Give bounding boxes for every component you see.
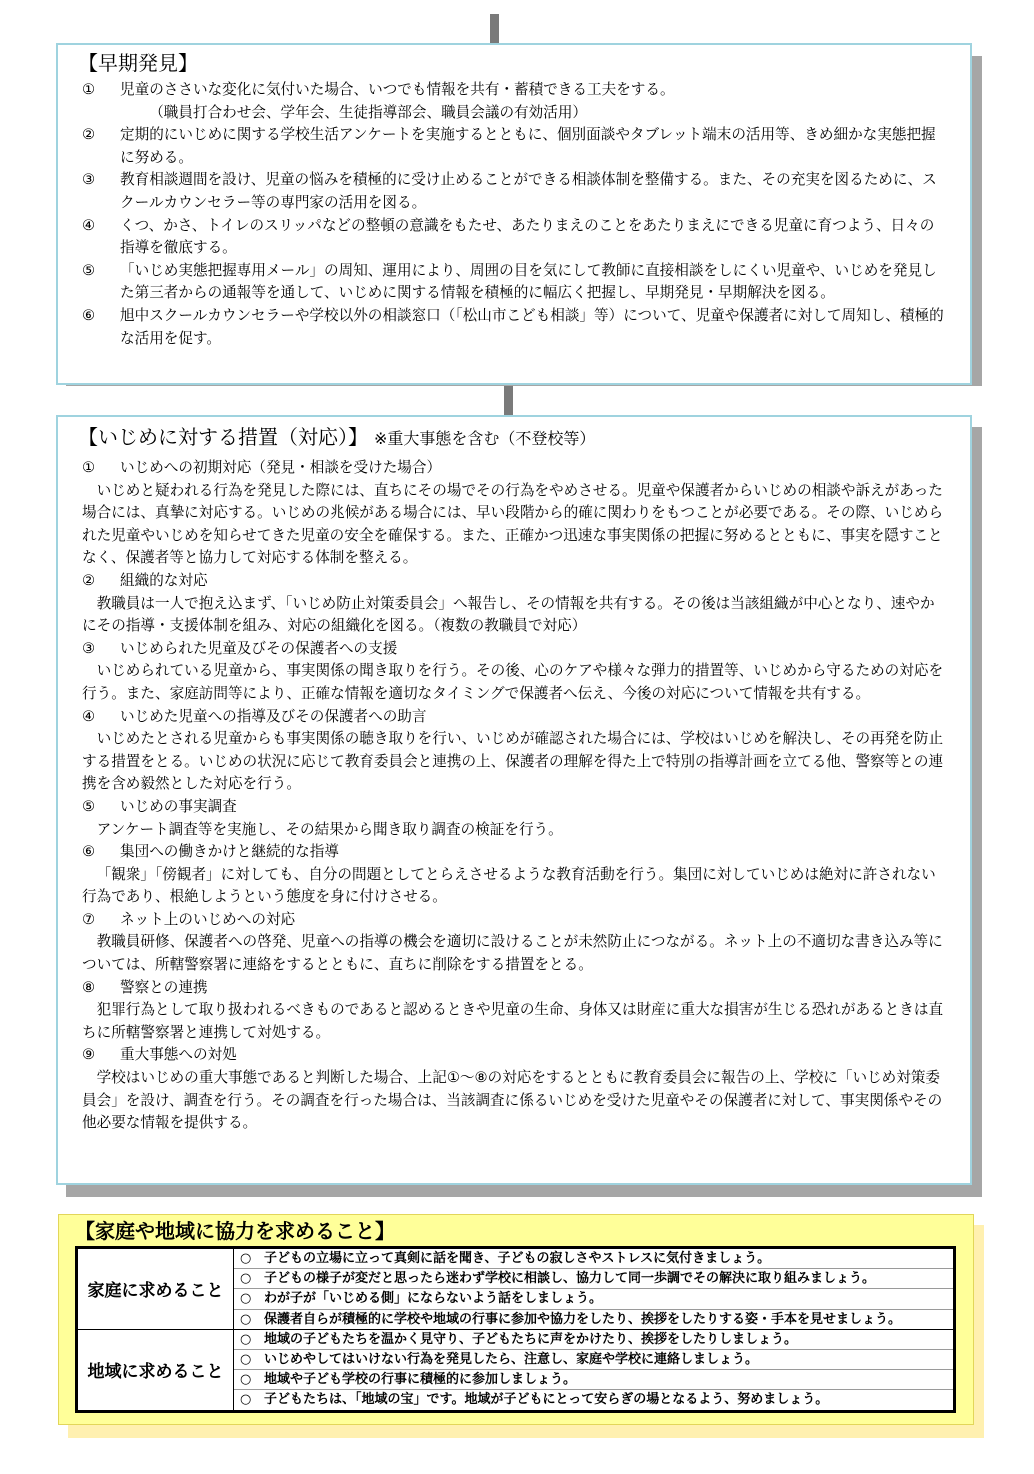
- early-item: [82, 169, 946, 214]
- cooperation-row: [77, 1329, 955, 1411]
- cooperation-line: [234, 1289, 953, 1309]
- item-text: [120, 169, 946, 214]
- item-number: ②: [82, 571, 96, 589]
- item-line: 児童のささいな変化に気付いた場合、いつでも情報を共有・蓄積できる工夫をする。: [120, 81, 675, 98]
- bullet-icon: ○: [240, 1251, 252, 1266]
- item-number: ⑤: [82, 797, 96, 815]
- cooperation-row-lines: [234, 1248, 955, 1330]
- measures-title-note: ※重大事態を含む（不登校等）: [374, 429, 596, 448]
- cooperation-row-lines: [234, 1329, 955, 1411]
- early-detection-card: [56, 43, 972, 385]
- measure-body: 「観衆」「傍観者」に対しても、自分の問題としてとらえさせるような教育活動を行う。集団に対していじめは絶対に許されない行為であり、根絶しようという態度を身に付けさせる。: [82, 865, 936, 906]
- item-number: ③: [82, 639, 96, 657]
- item-number: ⑦: [82, 910, 96, 928]
- cooperation-line: [234, 1269, 953, 1289]
- measure-body: いじめたとされる児童からも事実関係の聴き取りを行い、いじめが確認された場合には、学校はいじめを解決し、その再発を防止する措置をとる。いじめの状況に応じて教育委員会と連携の上、保護者の理解を得た上で特別の指導計画を立てる他、警察等との連携を含め毅然とした対応を行う。: [82, 730, 944, 793]
- item-text: [120, 79, 946, 124]
- item-line: （職員打合わせ会、学年会、生徒指導部会、職員会議の有効活用）: [149, 103, 588, 121]
- item-line: くつ、かさ、トイレのスリッパなどの整頓の意識をもたせ、あたりまえのことをあたりまえにできる児童に育つよう、日々の指導を徹底する。: [120, 216, 935, 257]
- item-number: ①: [82, 81, 96, 98]
- measures-card: [56, 415, 972, 1185]
- cooperation-table: [75, 1246, 956, 1413]
- cooperation-row-label: 家庭に求めること: [77, 1248, 234, 1330]
- connector-middle: [504, 386, 513, 416]
- measure-heading: 組織的な対応: [120, 571, 208, 589]
- item-number: ②: [82, 126, 96, 144]
- cooperation-card: [58, 1214, 974, 1425]
- cooperation-line: [234, 1330, 953, 1350]
- cooperation-line-text: 子どもの様子が変だと思ったら迷わず学校に相談し、協力して同一歩調でその解決に取り組みましょう。: [264, 1271, 876, 1287]
- measure-body: いじめと疑われる行為を発見した際には、直ちにその場でその行為をやめさせる。児童や保護者からいじめの相談や訴えがあった場合には、真摯に対応する。いじめの兆候がある場合には、早い段階から的確に関わりをもつことが必要である。その際、いじめられた児童やいじめを知らせてきた児童の安全を確保する。また、正確かつ迅速な事実関係の把握に努めるとともに、事実を隠すことなく、保護者等と協力して対応する体制を整える。: [82, 481, 944, 567]
- early-detection-title: 【早期発見】: [78, 51, 198, 75]
- measure-body: アンケート調査等を実施し、その結果から聞き取り調査の検証を行う。: [96, 820, 563, 838]
- early-item: [82, 260, 946, 305]
- item-text: [82, 457, 946, 570]
- bullet-icon: ○: [240, 1392, 252, 1408]
- item-line: 定期的にいじめに関する学校生活アンケートを実施するとともに、個別面談やタブレット端末の活用等、きめ細かな実態把握に努める。: [120, 126, 936, 166]
- measure-item: [82, 570, 946, 638]
- item-text: [82, 706, 946, 796]
- connector-top: [490, 14, 499, 44]
- measure-heading: いじめた児童への指導及びその保護者への助言: [120, 707, 427, 725]
- item-text: [82, 909, 946, 977]
- measure-item: [82, 909, 946, 977]
- item-line: 「いじめ実態把握専用メール」の周知、運用により、周囲の目を気にして教師に直接相談をしにくい児童や、いじめを発見した第三者からの通報等を通して、いじめに関する情報を積極的に幅広く把握し、早期発見・早期解決を図る。: [120, 261, 937, 302]
- measure-heading: ネット上のいじめへの対応: [120, 910, 296, 928]
- cooperation-line-text: わが子が「いじめる側」にならないよう話をしましょう。: [264, 1291, 603, 1307]
- early-item: [82, 215, 946, 260]
- cooperation-line-text: 地域や子ども学校の行事に積極的に参加しましょう。: [264, 1372, 577, 1388]
- item-text: [82, 570, 946, 638]
- item-number: ⑨: [82, 1046, 96, 1064]
- cooperation-line: [234, 1310, 953, 1329]
- measure-heading: いじめられた児童及びその保護者への支援: [120, 639, 398, 657]
- measure-item: [82, 1044, 946, 1134]
- item-text: [120, 215, 946, 260]
- item-number: ④: [82, 216, 96, 234]
- measures-list: [82, 457, 946, 1135]
- bullet-icon: ○: [240, 1331, 252, 1347]
- item-text: [82, 841, 946, 909]
- cooperation-line-text: 保護者自らが積極的に学校や地域の行事に参加や協力をしたり、挨拶をしたりする姿・手本を見せましょう。: [264, 1311, 902, 1327]
- item-number: ⑥: [82, 843, 96, 861]
- bullet-icon: ○: [240, 1372, 252, 1388]
- measure-item: [82, 841, 946, 909]
- measure-body: いじめられている児童から、事実関係の聞き取りを行う。その後、心のケアや様々な弾力的措置等、いじめから守るための対応を行う。また、家庭訪問等により、正確な情報を適切なタイミングで保護者へ伝え、今後の対応について情報を共有する。: [82, 662, 944, 702]
- measure-item: [82, 706, 946, 796]
- measure-heading: 警察との連携: [120, 978, 208, 996]
- measure-item: [82, 796, 946, 841]
- cooperation-line: [234, 1249, 953, 1269]
- cooperation-row-label: 地域に求めること: [77, 1329, 234, 1411]
- early-item: [82, 79, 946, 124]
- cooperation-line-text: いじめやしてはいけない行為を発見したら、注意し、家庭や学校に連絡しましょう。: [264, 1352, 759, 1368]
- item-text: [96, 796, 946, 841]
- cooperation-line-text: 子どもたちは、「地域の宝」です。地域が子どもにとって安らぎの場となるよう、努めましょう。: [264, 1392, 829, 1408]
- measure-heading: 集団への働きかけと継続的な指導: [120, 843, 339, 861]
- cooperation-title: 【家庭や地域に協力を求めること】: [75, 1219, 395, 1243]
- item-text: [120, 305, 946, 350]
- early-item: [82, 305, 946, 350]
- cooperation-line-text: 地域の子どもたちを温かく見守り、子どもたちに声をかけたり、挨拶をしたりしましょう。: [264, 1331, 798, 1347]
- item-text: [82, 977, 946, 1045]
- early-detection-list: [82, 79, 946, 350]
- item-number: ⑤: [82, 261, 96, 279]
- item-number: ①: [82, 459, 96, 476]
- measure-item: [82, 638, 946, 706]
- item-text: [120, 124, 946, 169]
- bullet-icon: ○: [240, 1311, 252, 1327]
- measure-body: 教職員研修、保護者への啓発、児童への指導の機会を適切に設けることが未然防止につながる。ネット上の不適切な書き込み等については、所轄警察署に連絡をするとともに、直ちに削除をする措置をとる。: [82, 933, 943, 974]
- measure-body: 教職員は一人で抱え込まず、「いじめ防止対策委員会」へ報告し、その情報を共有する。その後は当該組織が中心となり、速やかにその指導・支援体制を組み、対応の組織化を図る。（複数の教職員で対応）: [82, 594, 935, 635]
- item-text: [82, 638, 946, 706]
- bullet-icon: ○: [240, 1271, 252, 1287]
- item-number: ④: [82, 707, 96, 725]
- item-number: ③: [82, 171, 96, 189]
- measure-body: 学校はいじめの重大事態であると判断した場合、上記①～⑧の対応をするとともに教育委員会に報告の上、学校に「いじめ対策委員会」を設け、調査を行う。その調査を行った場合は、当該調査に係るいじめを受けた児童やその保護者に対して、事実関係やその他必要な情報を提供する。: [82, 1069, 943, 1132]
- measure-heading: いじめへの初期対応（発見・相談を受けた場合）: [120, 459, 442, 476]
- measure-heading: 重大事態への対処: [120, 1046, 237, 1064]
- item-line: 教育相談週間を設け、児童の悩みを積極的に受け止めることができる相談体制を整備する。また、その充実を図るために、スクールカウンセラー等の専門家の活用を図る。: [120, 171, 937, 211]
- cooperation-line: [234, 1370, 953, 1390]
- measures-title: [78, 423, 595, 453]
- cooperation-line-text: 子どもの立場に立って真剣に話を聞き、子どもの寂しさやストレスに気付きましょう。: [264, 1251, 771, 1266]
- measures-title-text: 【いじめに対する措置（対応）】: [78, 425, 368, 449]
- cooperation-row: [77, 1248, 955, 1330]
- measure-body: 犯罪行為として取り扱われるべきものであると認めるときや児童の生命、身体又は財産に重大な損害が生じる恐れがあるときは直ちに所轄警察署と連携して対処する。: [82, 1001, 944, 1041]
- measure-item: [82, 977, 946, 1045]
- cooperation-line: [234, 1350, 953, 1370]
- early-item: [82, 124, 946, 169]
- bullet-icon: ○: [240, 1352, 252, 1368]
- item-text: [82, 1044, 946, 1134]
- item-text: [120, 260, 946, 305]
- item-number: ⑥: [82, 306, 96, 324]
- measure-heading: いじめの事実調査: [120, 797, 237, 815]
- item-number: ⑧: [82, 978, 96, 996]
- cooperation-line: [234, 1390, 953, 1409]
- bullet-icon: ○: [240, 1291, 252, 1307]
- item-line: 旭中スクールカウンセラーや学校以外の相談窓口（「松山市こども相談」等）について、児童や保護者に対して周知し、積極的な活用を促す。: [120, 306, 944, 347]
- measure-item: [82, 457, 946, 570]
